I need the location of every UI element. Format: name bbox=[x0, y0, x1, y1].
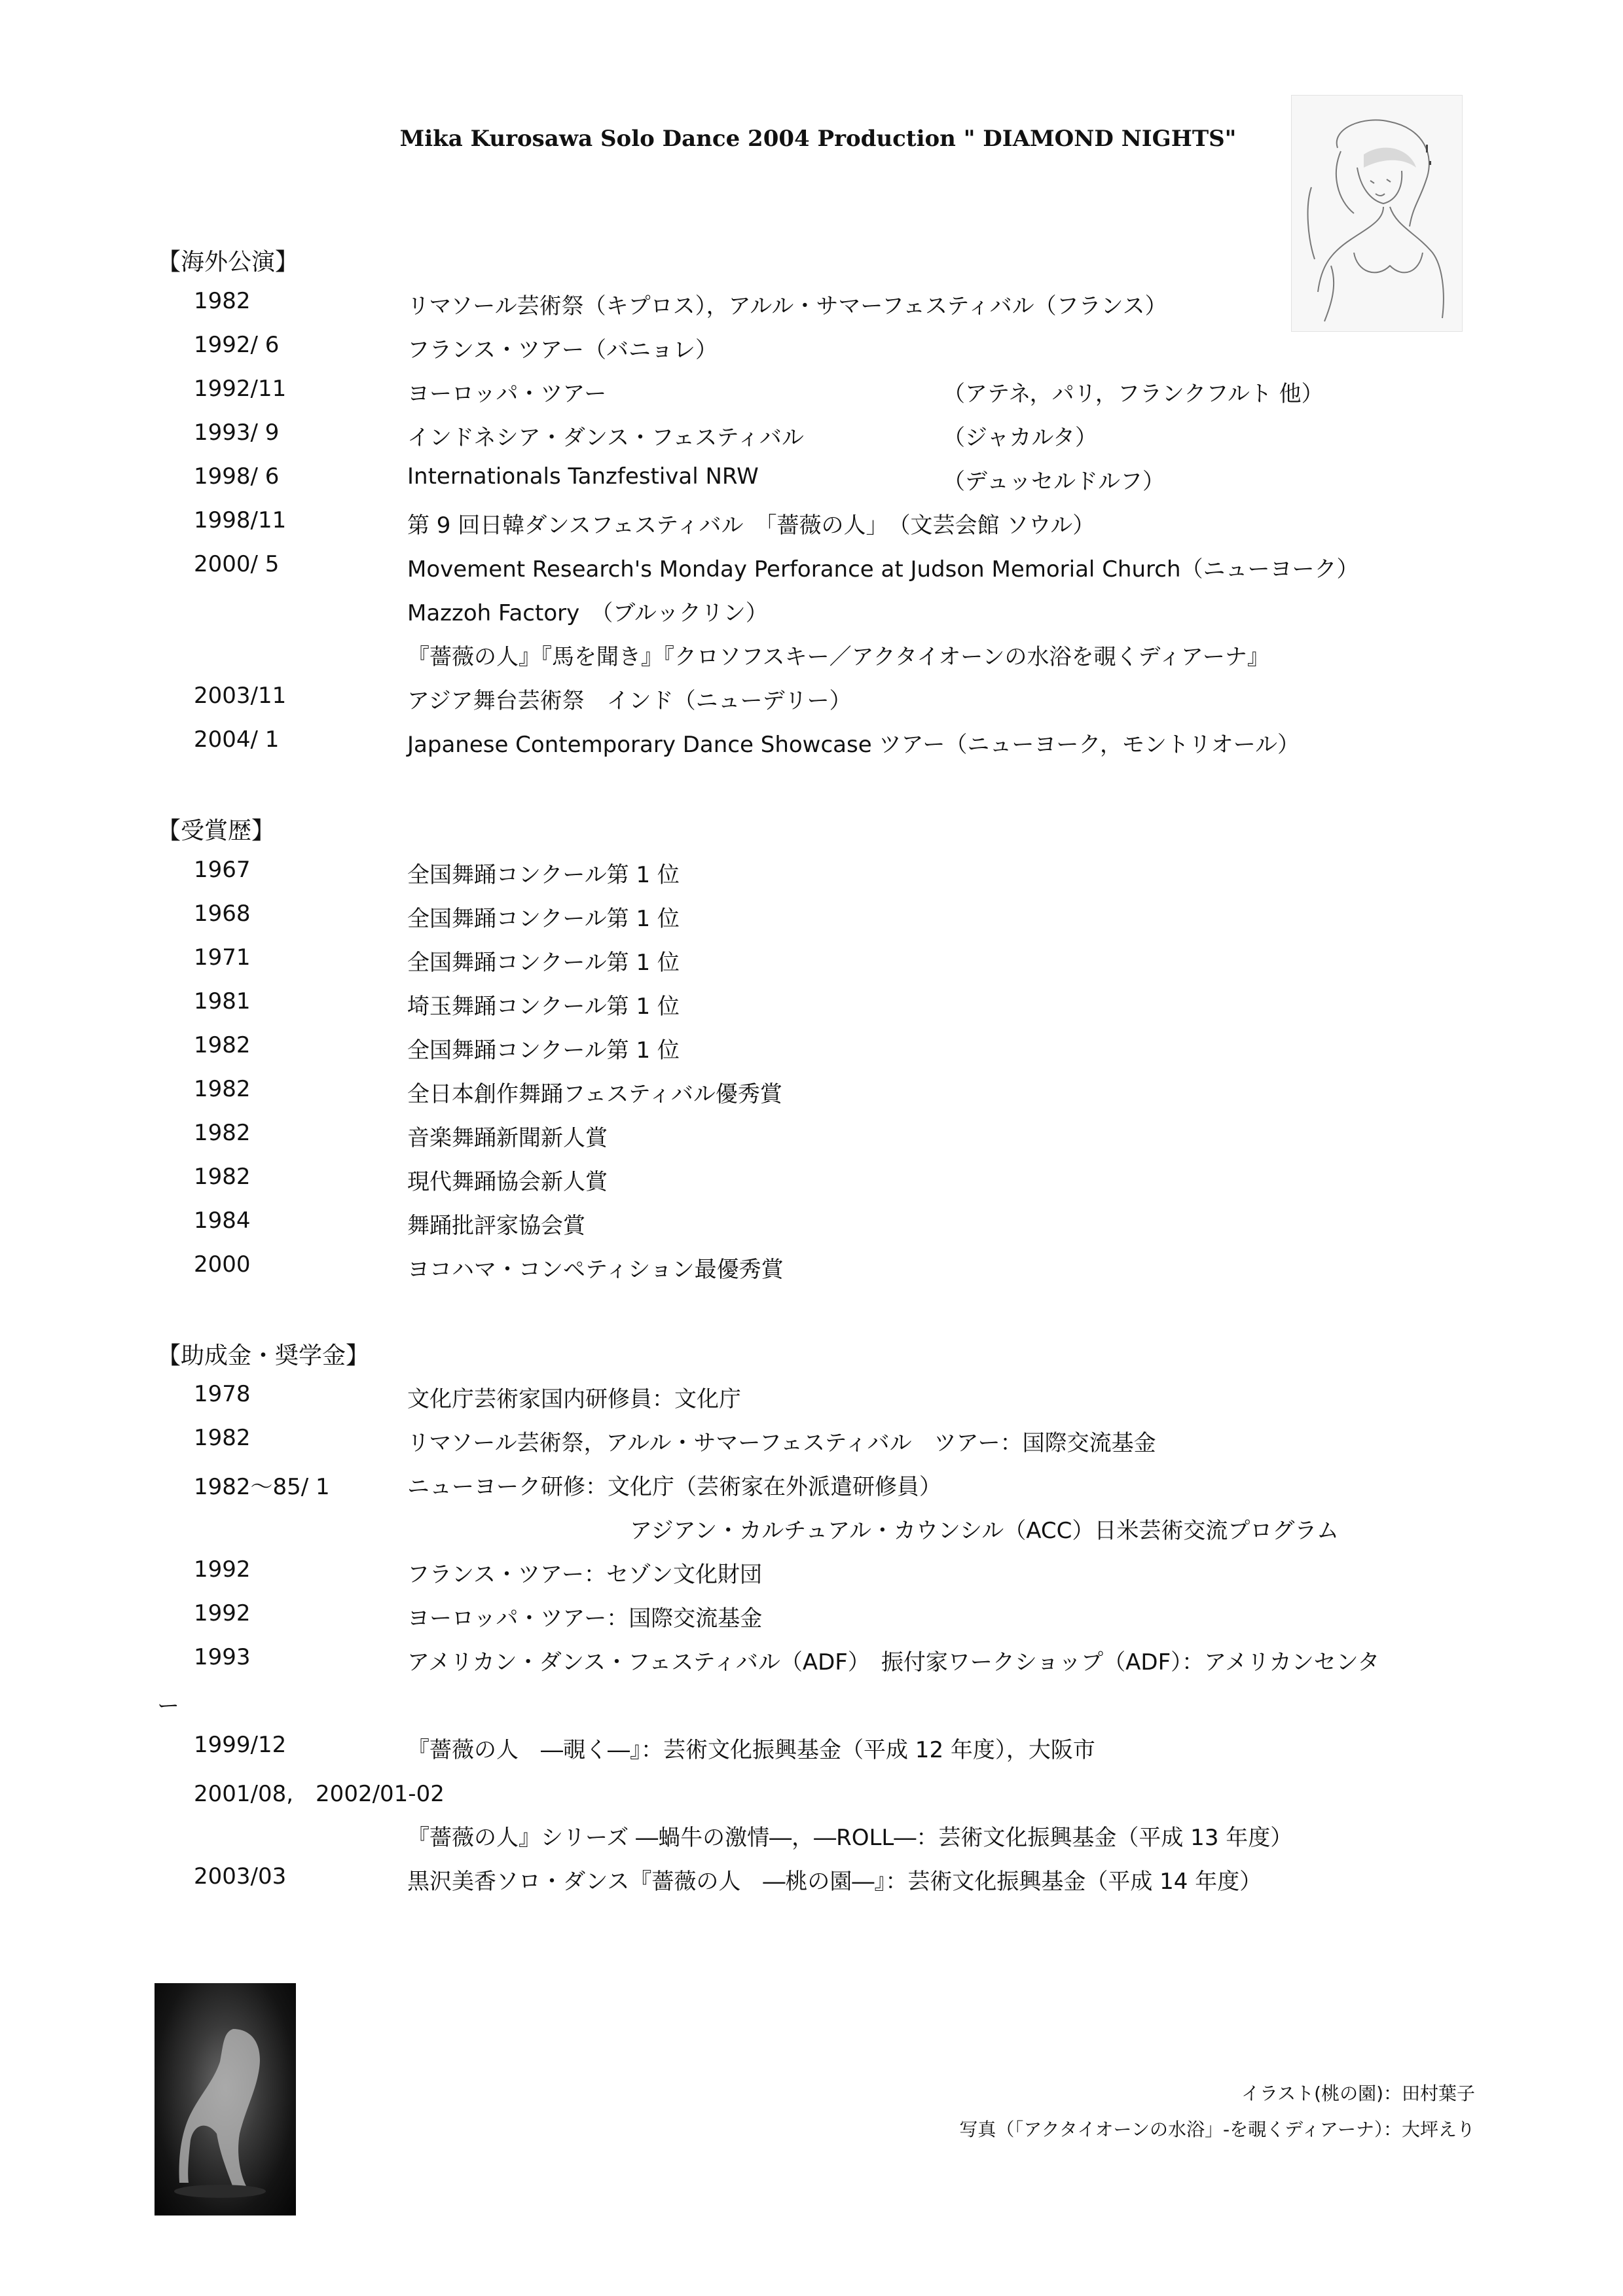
grant-text: 文化庁芸術家国内研修員：文化庁 bbox=[407, 1386, 741, 1412]
award-text: 舞踊批評家協会賞 bbox=[407, 1213, 585, 1239]
award-year: 1984 bbox=[194, 1208, 251, 1234]
grant-text: 黒沢美香ソロ・ダンス『薔薇の人 ―桃の園―』：芸術文化振興基金（平成 14 年度） bbox=[407, 1869, 1262, 1895]
dance-photo-image bbox=[155, 1983, 296, 2215]
section-heading-grants: 【助成金・奨学金】 bbox=[157, 1342, 370, 1369]
overseas-location: （ジャカルタ） bbox=[943, 425, 1097, 451]
overseas-text: Internationals Tanzfestival NRW bbox=[407, 463, 759, 490]
grant-year: 2003/03 bbox=[194, 1863, 287, 1890]
grant-text: フランス・ツアー：セゾン文化財団 bbox=[407, 1562, 762, 1588]
overseas-year: 1992/ 6 bbox=[194, 332, 280, 358]
overseas-location: （アテネ，パリ，フランクフルト 他） bbox=[943, 381, 1324, 407]
overseas-text: リマソール芸術祭（キプロス），アルル・サマーフェスティバル（フランス） bbox=[407, 293, 1167, 319]
award-year: 1981 bbox=[194, 988, 251, 1014]
award-text: 全国舞踊コンクール第 1 位 bbox=[407, 1037, 680, 1064]
overseas-text: 『薔薇の人』『馬を聞き』『クロソフスキー／アクタイオーンの水浴を覗くディアーナ』 bbox=[407, 644, 1269, 670]
overseas-location: （デュッセルドルフ） bbox=[943, 469, 1165, 495]
grant-text: アジアン・カルチュアル・カウンシル（ACC）日米芸術交流プログラム bbox=[630, 1518, 1339, 1544]
overseas-text: アジア舞台芸術祭 インド（ニューデリー） bbox=[407, 688, 852, 714]
award-text: 全国舞踊コンクール第 1 位 bbox=[407, 906, 680, 932]
overseas-year: 2003/11 bbox=[194, 683, 287, 709]
photo-credit: 写真（「アクタイオーンの水浴」-を覗くディアーナ）：大坪えり bbox=[959, 2119, 1475, 2140]
grant-year: 2001/08, 2002/01-02 bbox=[194, 1781, 445, 1807]
grant-text: 『薔薇の人 ―覗く―』：芸術文化振興基金（平成 12 年度），大阪市 bbox=[407, 1737, 1095, 1763]
grant-year: 1992 bbox=[194, 1556, 251, 1583]
award-year: 2000 bbox=[194, 1251, 251, 1278]
overseas-text: Movement Research's Monday Perforance at Judson Memorial Church（ニューヨーク） bbox=[407, 556, 1359, 583]
illustration-image bbox=[1291, 95, 1463, 332]
grant-year: 1999/12 bbox=[194, 1732, 287, 1758]
grant-text-wrap: ー bbox=[157, 1693, 179, 1719]
overseas-text: Japanese Contemporary Dance Showcase ツアー（ニューヨーク，モントリオール） bbox=[407, 732, 1300, 758]
overseas-text: フランス・ツアー（バニョレ） bbox=[407, 337, 718, 363]
grant-year: 1993 bbox=[194, 1644, 251, 1670]
overseas-year: 2004/ 1 bbox=[194, 726, 280, 753]
grant-year: 1982〜85/ 1 bbox=[194, 1474, 330, 1500]
grant-text: ヨーロッパ・ツアー：国際交流基金 bbox=[407, 1605, 763, 1632]
section-heading-awards: 【受賞歴】 bbox=[157, 817, 276, 844]
overseas-year: 1993/ 9 bbox=[194, 420, 280, 446]
overseas-year: 1992/11 bbox=[194, 376, 287, 402]
overseas-text: Mazzoh Factory （ブルックリン） bbox=[407, 600, 768, 626]
grant-text: アメリカン・ダンス・フェスティバル（ADF） 振付家ワークショップ（ADF）：アメリカンセンタ bbox=[407, 1649, 1380, 1676]
award-year: 1982 bbox=[194, 1164, 251, 1190]
award-text: 埼玉舞踊コンクール第 1 位 bbox=[407, 994, 680, 1020]
overseas-year: 1982 bbox=[194, 288, 251, 314]
award-text: 現代舞踊協会新人賞 bbox=[407, 1169, 608, 1195]
overseas-year: 1998/ 6 bbox=[194, 463, 280, 490]
grant-year: 1978 bbox=[194, 1381, 251, 1407]
award-year: 1967 bbox=[194, 857, 251, 883]
grant-text: 『薔薇の人』シリーズ ―蝸牛の激情―，―ROLL―：芸術文化振興基金（平成 13 年度） bbox=[407, 1825, 1293, 1851]
overseas-year: 1998/11 bbox=[194, 507, 287, 533]
overseas-text: 第 9 回日韓ダンスフェスティバル 「薔薇の人」 （文芸会館 ソウル） bbox=[407, 512, 1095, 539]
award-text: 全国舞踊コンクール第 1 位 bbox=[407, 862, 680, 888]
overseas-year: 2000/ 5 bbox=[194, 551, 280, 577]
section-heading-overseas: 【海外公演】 bbox=[157, 249, 299, 276]
overseas-text: インドネシア・ダンス・フェスティバル bbox=[407, 425, 804, 451]
illustration-credit: イラスト(桃の園)：田村葉子 bbox=[1241, 2083, 1475, 2104]
grant-text: リマソール芸術祭，アルル・サマーフェスティバル ツアー：国際交流基金 bbox=[407, 1430, 1156, 1456]
award-year: 1982 bbox=[194, 1032, 251, 1058]
award-year: 1982 bbox=[194, 1120, 251, 1146]
award-text: 全日本創作舞踊フェスティバル優秀賞 bbox=[407, 1081, 782, 1107]
award-text: 全国舞踊コンクール第 1 位 bbox=[407, 950, 680, 976]
award-year: 1982 bbox=[194, 1076, 251, 1102]
grant-year: 1992 bbox=[194, 1600, 251, 1626]
grant-year: 1982 bbox=[194, 1425, 251, 1451]
overseas-text: ヨーロッパ・ツアー bbox=[407, 381, 607, 407]
award-year: 1968 bbox=[194, 901, 251, 927]
award-year: 1971 bbox=[194, 944, 251, 971]
grant-text: ニューヨーク研修：文化庁（芸術家在外派遣研修員） bbox=[407, 1474, 941, 1500]
award-text: 音楽舞踊新聞新人賞 bbox=[407, 1125, 608, 1151]
page-title: Mika Kurosawa Solo Dance 2004 Production " DIAMOND NIGHTS" bbox=[399, 126, 1237, 152]
award-text: ヨコハマ・コンペティション最優秀賞 bbox=[407, 1257, 784, 1283]
